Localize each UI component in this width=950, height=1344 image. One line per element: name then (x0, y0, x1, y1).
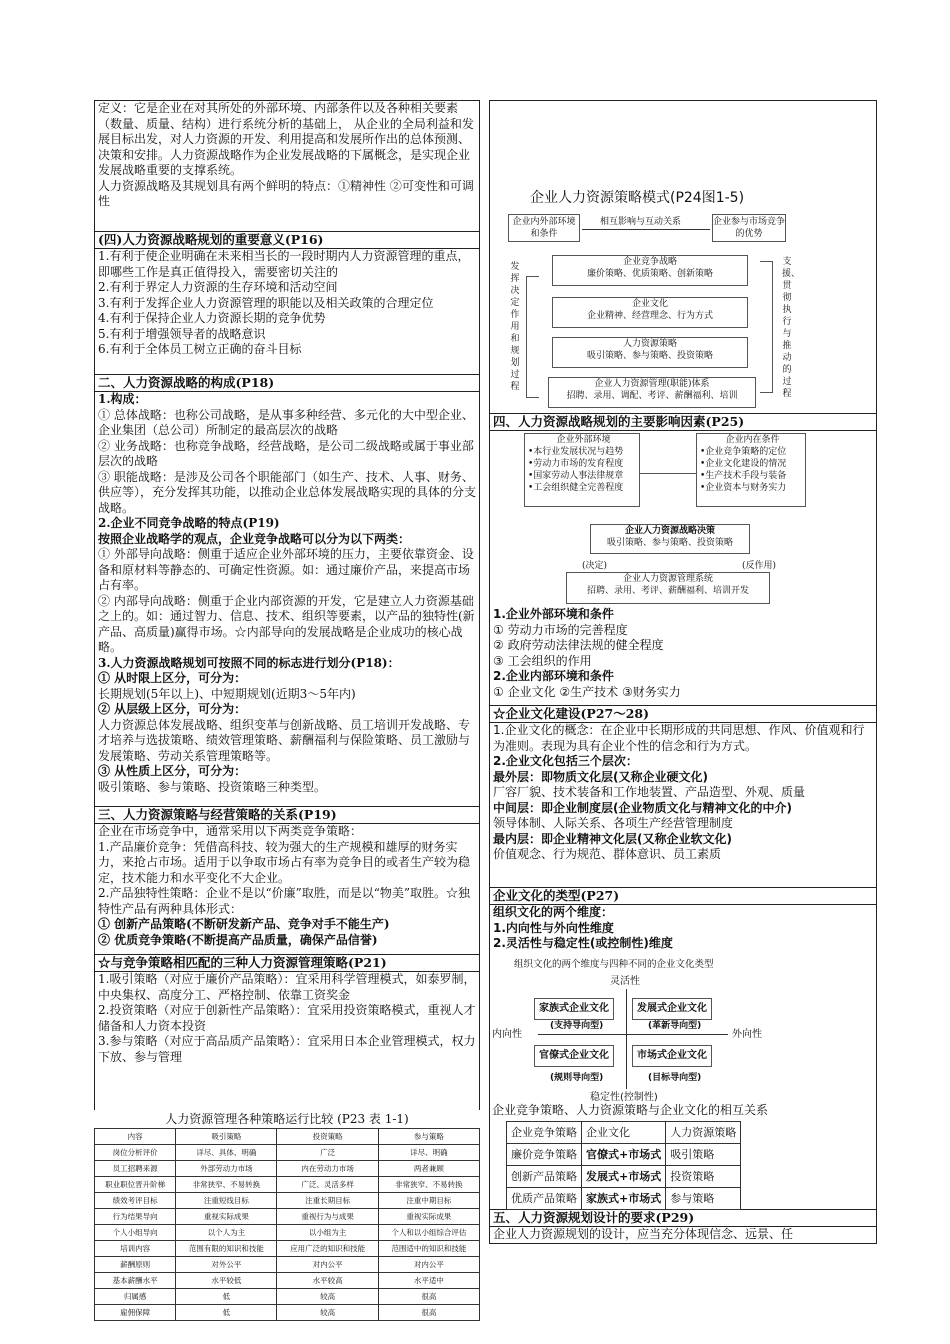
section-heading: 二、人力资源战略的构成(P18) (95, 375, 479, 392)
list-item: 吸引策略、参与策略、投资策略三种类型。 (98, 779, 327, 794)
list-item: 最内层：即企业精神文化层(又称企业软文化) (493, 831, 732, 846)
factors-diagram (490, 431, 876, 607)
connector-line (640, 473, 696, 474)
table-cell: 以个人为主 (176, 1225, 277, 1241)
table-cell: 广泛、灵活多样 (277, 1177, 378, 1193)
table-title: 人力资源管理各种策略运行比较 (P23 表 1-1) (94, 1110, 480, 1128)
box-subtitle: 吸引策略、参与策略、投资策略 (606, 538, 733, 548)
culture-type-section (490, 905, 876, 1210)
list-item: 3.有利于发挥企业人力资源管理的职能以及相关政策的合理定位 (98, 295, 434, 310)
list-item: •企业资本与财务实力 (700, 483, 787, 493)
table-cell: 员工招聘来源 (95, 1161, 176, 1177)
table-cell: 企业文化 (582, 1122, 666, 1144)
table-row (95, 1193, 480, 1209)
section-heading: ☆企业文化建设(P27～28) (490, 706, 876, 723)
clan-culture-type: (支持导向型) (550, 1021, 604, 1031)
table-cell: 很高 (378, 1289, 479, 1305)
list-item: 2.企业内部环境和条件 (493, 669, 614, 683)
market-culture-box: 市场式企业文化 (632, 1045, 712, 1067)
adhocracy-culture-box: 发展式企业文化 (632, 998, 712, 1020)
market-advantage-box: 企业参与市场竞争的优势 (712, 214, 786, 242)
list-item: •工会组织健全完善程度 (528, 483, 624, 493)
list-item: ② 业务战略：也称竞争战略，经营战略，是公司二级战略或属于事业部层次的战略 (98, 438, 474, 468)
table-row (95, 1305, 480, 1321)
list-item: 按照企业战略学的观点，企业竞争战略可以分为以下两类： (98, 531, 411, 546)
table-cell: 对内公平 (277, 1257, 378, 1273)
list-item: •劳动力市场的发育程度 (528, 459, 624, 469)
table-row (95, 1129, 480, 1145)
list-item: 1.内向性与外向性维度 (493, 920, 614, 935)
strategy-model-diagram (490, 101, 876, 414)
list-item: ② 政府劳动法律法规的健全程度 (493, 638, 664, 652)
box-title: 人力资源策略 (622, 339, 677, 349)
table-row (95, 1257, 480, 1273)
hr-system-box (548, 377, 756, 408)
box-subtitle: 招聘、录用、调配、考评、薪酬福利、培训 (566, 391, 738, 401)
list-item: ① 劳动力市场的完善程度 (493, 622, 628, 637)
list-item: 6.有利于全体员工树立正确的奋斗目标 (98, 342, 302, 356)
list-item: ① 企业文化 ②生产技术 ③财务实力 (493, 684, 681, 699)
table-cell: 行为结果导向 (95, 1209, 176, 1225)
list-item: 中间层：即企业制度层(企业物质文化与精神文化的中介) (493, 800, 792, 815)
list-item: 2.企业文化包括三个层次： (493, 754, 638, 768)
table-cell: 个人和以小组综合评估 (378, 1225, 479, 1241)
internal-cond-box (696, 433, 806, 507)
table-cell: 较高 (277, 1289, 378, 1305)
list-item: •国家劳动人事法律规章 (528, 471, 624, 481)
react-label: (反作用) (742, 561, 777, 571)
list-item: 3.参与策略（对应于高品质产品策略）：宜采用日本企业管理模式，权力下放、参与管理 (98, 1034, 476, 1064)
list-item: 人力资源总体发展战略、组织变革与创新战略、员工培训开发战略、专才培养与选拔策略、绩效管理策略、薪酬福利与保险策略、员工激励与发展策略、劳动关系管理策略等。 (98, 717, 471, 763)
culture-box (552, 297, 748, 328)
section-heading: (四)人力资源战略规划的重要意义(P16) (95, 232, 479, 249)
market-culture-type: (目标导向型) (648, 1073, 702, 1083)
table-cell: 重视实际成果 (378, 1209, 479, 1225)
section-heading: 四、人力资源战略规划的主要影响因素(P25) (490, 414, 876, 431)
arrow-line (582, 229, 710, 230)
list-item: ③ 从性质上区分，可分为： (98, 764, 247, 778)
diagram-title: 企业人力资源策略模式(P24图1-5) (530, 190, 745, 206)
table-cell: 低 (176, 1305, 277, 1321)
list-item: 1.吸引策略（对应于廉价产品策略）：宜采用科学管理模式，如泰罗制，中央集权、高度分工、严格控制、依靠工资奖金 (98, 972, 476, 1002)
table-cell: 水平适中 (378, 1273, 479, 1289)
table-row (95, 1177, 480, 1193)
box-subtitle: 企业精神、经营理念、行为方式 (586, 311, 713, 321)
table-cell: 优质产品策略 (507, 1188, 582, 1210)
right-column (489, 100, 877, 1244)
right-bracket (760, 261, 773, 393)
table-cell: 应用广泛的知识和技能 (277, 1241, 378, 1257)
list-item: 2.灵活性与稳定性(或控制性)维度 (493, 936, 673, 950)
table-row (95, 1161, 480, 1177)
table-row (95, 1273, 480, 1289)
right-vertical-label: 支援、贯彻执行与推动的过程 (782, 257, 801, 399)
table-row (507, 1166, 741, 1188)
list-item: 厂容厂貌、技术装备和工作地装置、产品造型、外观、质量 (493, 785, 806, 799)
comparison-table-block (94, 1110, 480, 1321)
list-item: ② 优质竞争策略(不断提高产品质量，确保产品信誉) (98, 932, 378, 947)
list-item: 1.企业外部环境和条件 (493, 607, 614, 621)
list-item: 2.投资策略（对应于创新性产品策略）：宜采用投资策略模式，重视人才储备和人力资本投资 (98, 1003, 476, 1033)
box-title: 企业文化 (631, 299, 668, 309)
table-cell: 职业职位晋升阶梯 (95, 1177, 176, 1193)
table-cell: 重视实际成果 (176, 1209, 277, 1225)
table-row (95, 1241, 480, 1257)
box-title: 企业人力资源战略决策 (624, 526, 715, 536)
list-item: 2.企业不同竞争战略的特点(P19) (98, 516, 280, 530)
table-cell: 吸引策略 (666, 1144, 741, 1166)
box-title: 企业竞争战略 (622, 257, 677, 267)
composition-section (95, 392, 479, 807)
list-item: 价值观念、行为规范、群体意识、员工素质 (493, 847, 722, 861)
list-item: 长期规划(5年以上)、中短期规划(近期3～5年内) (98, 686, 356, 701)
definition-section (95, 101, 479, 232)
list-item: ③ 工会组织的作用 (493, 653, 592, 668)
table-row (507, 1144, 741, 1166)
table-row (507, 1122, 741, 1144)
list-item: ① 创新产品策略(不断研发新产品、竞争对手不能生产) (98, 917, 390, 931)
list-item: 1.构成： (98, 392, 147, 406)
clan-culture-box: 家族式企业文化 (534, 998, 614, 1020)
list-item: 领导体制、人际关系、各项生产经营管理制度 (493, 816, 734, 830)
hr-decision-box (590, 524, 750, 554)
list-item: 1.产品廉价竞争：凭借高科技、较为强大的生产规模和雄厚的财务实力，来抢占市场。适用于以争取市场占有率为竞争目的或者生产较为稳定，技术能力和水平变化不大企业。 (98, 839, 471, 885)
hierarchy-culture-box: 官僚式企业文化 (534, 1045, 614, 1067)
relation-title: 企业竞争策略、人力资源策略与企业文化的相互关系 (492, 1103, 769, 1117)
table-row (95, 1145, 480, 1161)
section-heading: ☆与竞争策略相匹配的三种人力资源管理策略(P21) (95, 955, 479, 972)
section-heading: 五、人力资源规划设计的要求(P29) (490, 1210, 876, 1227)
table-cell: 低 (176, 1289, 277, 1305)
table-cell: 注重中期目标 (378, 1193, 479, 1209)
table-cell: 个人小组导向 (95, 1225, 176, 1241)
table-cell: 雇佣保障 (95, 1305, 176, 1321)
list-item: •企业竞争策略的定位 (700, 447, 787, 457)
left-vertical-label: 发挥决定作用和规划过程 (510, 262, 520, 392)
comparison-table (94, 1128, 480, 1321)
hr-strategy-box (552, 337, 748, 368)
box-subtitle: 招聘、录用、考评、薪酬福利、培训开发 (586, 586, 749, 596)
adhocracy-culture-type: (革新导向型) (648, 1021, 702, 1031)
list-item: •企业文化建设的情况 (700, 459, 787, 469)
relation-section (95, 824, 479, 955)
box-title: 企业外部环境 (556, 435, 611, 445)
table-cell: 水平较低 (176, 1273, 277, 1289)
box-title: 企业人力资源管理系统 (622, 574, 713, 584)
table-cell: 人力资源策略 (666, 1122, 741, 1144)
table-cell: 很高 (378, 1305, 479, 1321)
list-item: 2.产品独特性策略：企业不是以“价廉”取胜，而是以“物美”取胜。☆独特性产品有两种具体形式： (98, 886, 470, 916)
table-cell: 家族式+市场式 (582, 1188, 666, 1210)
table-cell: 绩效考评目标 (95, 1193, 176, 1209)
table-row (95, 1225, 480, 1241)
table-cell: 重视行为与成果 (277, 1209, 378, 1225)
list-item: ② 从层级上区分，可分为： (98, 702, 247, 716)
table-cell: 水平较高 (277, 1273, 378, 1289)
relation-table (506, 1121, 741, 1210)
table-cell: 投资策略 (666, 1166, 741, 1188)
vertical-axis (626, 989, 627, 1089)
table-cell: 注重长期目标 (277, 1193, 378, 1209)
table-row (507, 1188, 741, 1210)
section-heading: 企业文化的类型(P27) (490, 888, 876, 905)
factors-list (490, 607, 876, 706)
section-heading: 三、人力资源策略与经营策略的关系(P19) (95, 807, 479, 824)
table-cell: 两者兼顾 (378, 1161, 479, 1177)
list-item: ② 内部导向战略：侧重于企业内部资源的开发，它是建立人力资源基础之上的。如：通过智力、信息、技术、组织等要素，以产品的独特性(新产品、高质量)赢得市场。☆内部导向的发展战略是企业成功的核心战略。 (98, 593, 475, 654)
table-cell: 廉价竞争策略 (507, 1144, 582, 1166)
table-cell: 基本薪酬水平 (95, 1273, 176, 1289)
competitive-strategy-box (552, 255, 748, 286)
list-item: 组织文化的两个维度： (493, 905, 614, 919)
design-requirements (490, 1227, 876, 1243)
table-cell: 范围适中的知识和技能 (378, 1241, 479, 1257)
table-cell: 吸引策略 (176, 1129, 277, 1145)
table-cell: 投资策略 (277, 1129, 378, 1145)
box-subtitle: 廉价策略、优质策略、创新策略 (586, 269, 713, 279)
list-item: ① 从时限上区分，可分为： (98, 671, 247, 685)
list-item: 企业在市场竞争中，通常采用以下两类竞争策略： (98, 824, 363, 838)
table-cell: 非常狭窄、不易转换 (378, 1177, 479, 1193)
list-item: ③ 职能战略：是涉及公司各个职能部门（如生产、技术、人事、财务、供应等），充分发挥其功能，以推动企业总体发展战略实现的具体的分支战略。 (98, 469, 477, 515)
table-cell: 薪酬原则 (95, 1257, 176, 1273)
left-bracket (526, 276, 539, 398)
quadrant-title: 组织文化的两个维度与四种不同的企业文化类型 (514, 959, 714, 970)
list-item: 3.人力资源战略规划可按照不同的标志进行划分(P18)： (98, 655, 400, 670)
table-cell: 非常狭窄、不易转换 (176, 1177, 277, 1193)
hr-management-system-box (566, 572, 770, 604)
definition-text: 定义：它是企业在对其所处的外部环境、内部条件以及各种相关要素（数量、质量、结构）进行系统分析的基础上， 从企业的全局利益和发展目标出发，对人力资源的开发、利用提高和发展所作出的总体预测、决策和安排。人力资源战略作为企业发展战略的下属概念，是实现企业发展战略重要的支撑系统。 (98, 101, 474, 177)
table-cell: 详尽、具体、明确 (176, 1145, 277, 1161)
table-cell: 对外公平 (176, 1257, 277, 1273)
table-cell: 较高 (277, 1305, 378, 1321)
table-cell: 对内公平 (378, 1257, 479, 1273)
matching-strategies (95, 972, 479, 1088)
table-cell: 企业竞争策略 (507, 1122, 582, 1144)
list-item: ① 总体战略：也称公司战略，是从事多种经营、多元化的大中型企业、企业集团（总公司）所制定的最高层次的战略 (98, 407, 474, 437)
table-cell: 发展式+市场式 (582, 1166, 666, 1188)
external-env-box (524, 433, 640, 507)
table-cell: 广泛 (277, 1145, 378, 1161)
table-row (95, 1289, 480, 1305)
list-item: 2.有利于界定人力资源的生存环境和活动空间 (98, 280, 338, 294)
table-cell: 参与策略 (378, 1129, 479, 1145)
list-item: 4.有利于保持企业人力资源长期的竞争优势 (98, 311, 326, 325)
hierarchy-culture-type: (规则导向型) (550, 1073, 604, 1083)
table-row (95, 1209, 480, 1225)
list-item: 最外层：即物质文化层(又称企业硬文化) (493, 769, 708, 784)
list-item: 1.企业文化的概念：在企业中长期形成的共同思想、作风、价值观和行为准则。表现为具有企业个性的信念和行为方式。 (493, 723, 865, 753)
box-subtitle: 吸引策略、参与策略、投资策略 (586, 351, 713, 361)
table-cell: 内容 (95, 1129, 176, 1145)
significance-list (95, 249, 479, 375)
axis-right-label: 外向性 (732, 1029, 762, 1040)
table-cell: 以小组为主 (277, 1225, 378, 1241)
table-cell: 内在劳动力市场 (277, 1161, 378, 1177)
table-cell: 岗位分析评价 (95, 1145, 176, 1161)
table-cell: 官僚式+市场式 (582, 1144, 666, 1166)
table-cell: 详尽、明确 (378, 1145, 479, 1161)
internal-conditions-box: 企业内外部环境和条件 (508, 214, 580, 242)
table-cell: 创新产品策略 (507, 1166, 582, 1188)
list-item: ① 外部导向战略：侧重于适应企业外部环境的压力，主要依靠资金、设备和原材料等静态的、可确定性资源。如：通过廉价产品，来提高市场占有率。 (98, 547, 474, 592)
axis-left-label: 内向性 (492, 1029, 522, 1040)
list-item: •生产技术手段与装备 (700, 471, 787, 481)
interaction-label: 相互影响与互动关系 (600, 217, 682, 227)
axis-top-label: 灵活性 (610, 976, 640, 987)
table-cell: 归属感 (95, 1289, 176, 1305)
table-cell: 培训内容 (95, 1241, 176, 1257)
table-cell: 参与策略 (666, 1188, 741, 1210)
table-cell: 注重短线目标 (176, 1193, 277, 1209)
list-item: 1.有利于使企业明确在未来相当长的一段时期内人力资源管理的重点，即哪些工作是真正值得投入，需要密切关注的 (98, 249, 470, 279)
left-column (94, 100, 480, 1244)
list-item: •本行业发展状况与趋势 (528, 447, 624, 457)
section-text: 企业人力资源规划的设计，应当充分体现信念、远景、任 (493, 1227, 794, 1241)
axis-bottom-label: 稳定性(控制性) (590, 1092, 658, 1103)
culture-section (490, 723, 876, 888)
list-item: 5.有利于增强领导者的战略意识 (98, 326, 266, 341)
box-title: 企业人力资源管理(职能)体系 (594, 379, 710, 389)
features-text: 人力资源战略及其规划具有两个鲜明的特点：①精神性 ②可变性和可调性 (98, 178, 474, 208)
table-cell: 外部劳动力市场 (176, 1161, 277, 1177)
table-cell: 范围有限的知识和技能 (176, 1241, 277, 1257)
box-title: 企业内在条件 (725, 435, 780, 445)
decide-label: (决定) (582, 561, 608, 571)
